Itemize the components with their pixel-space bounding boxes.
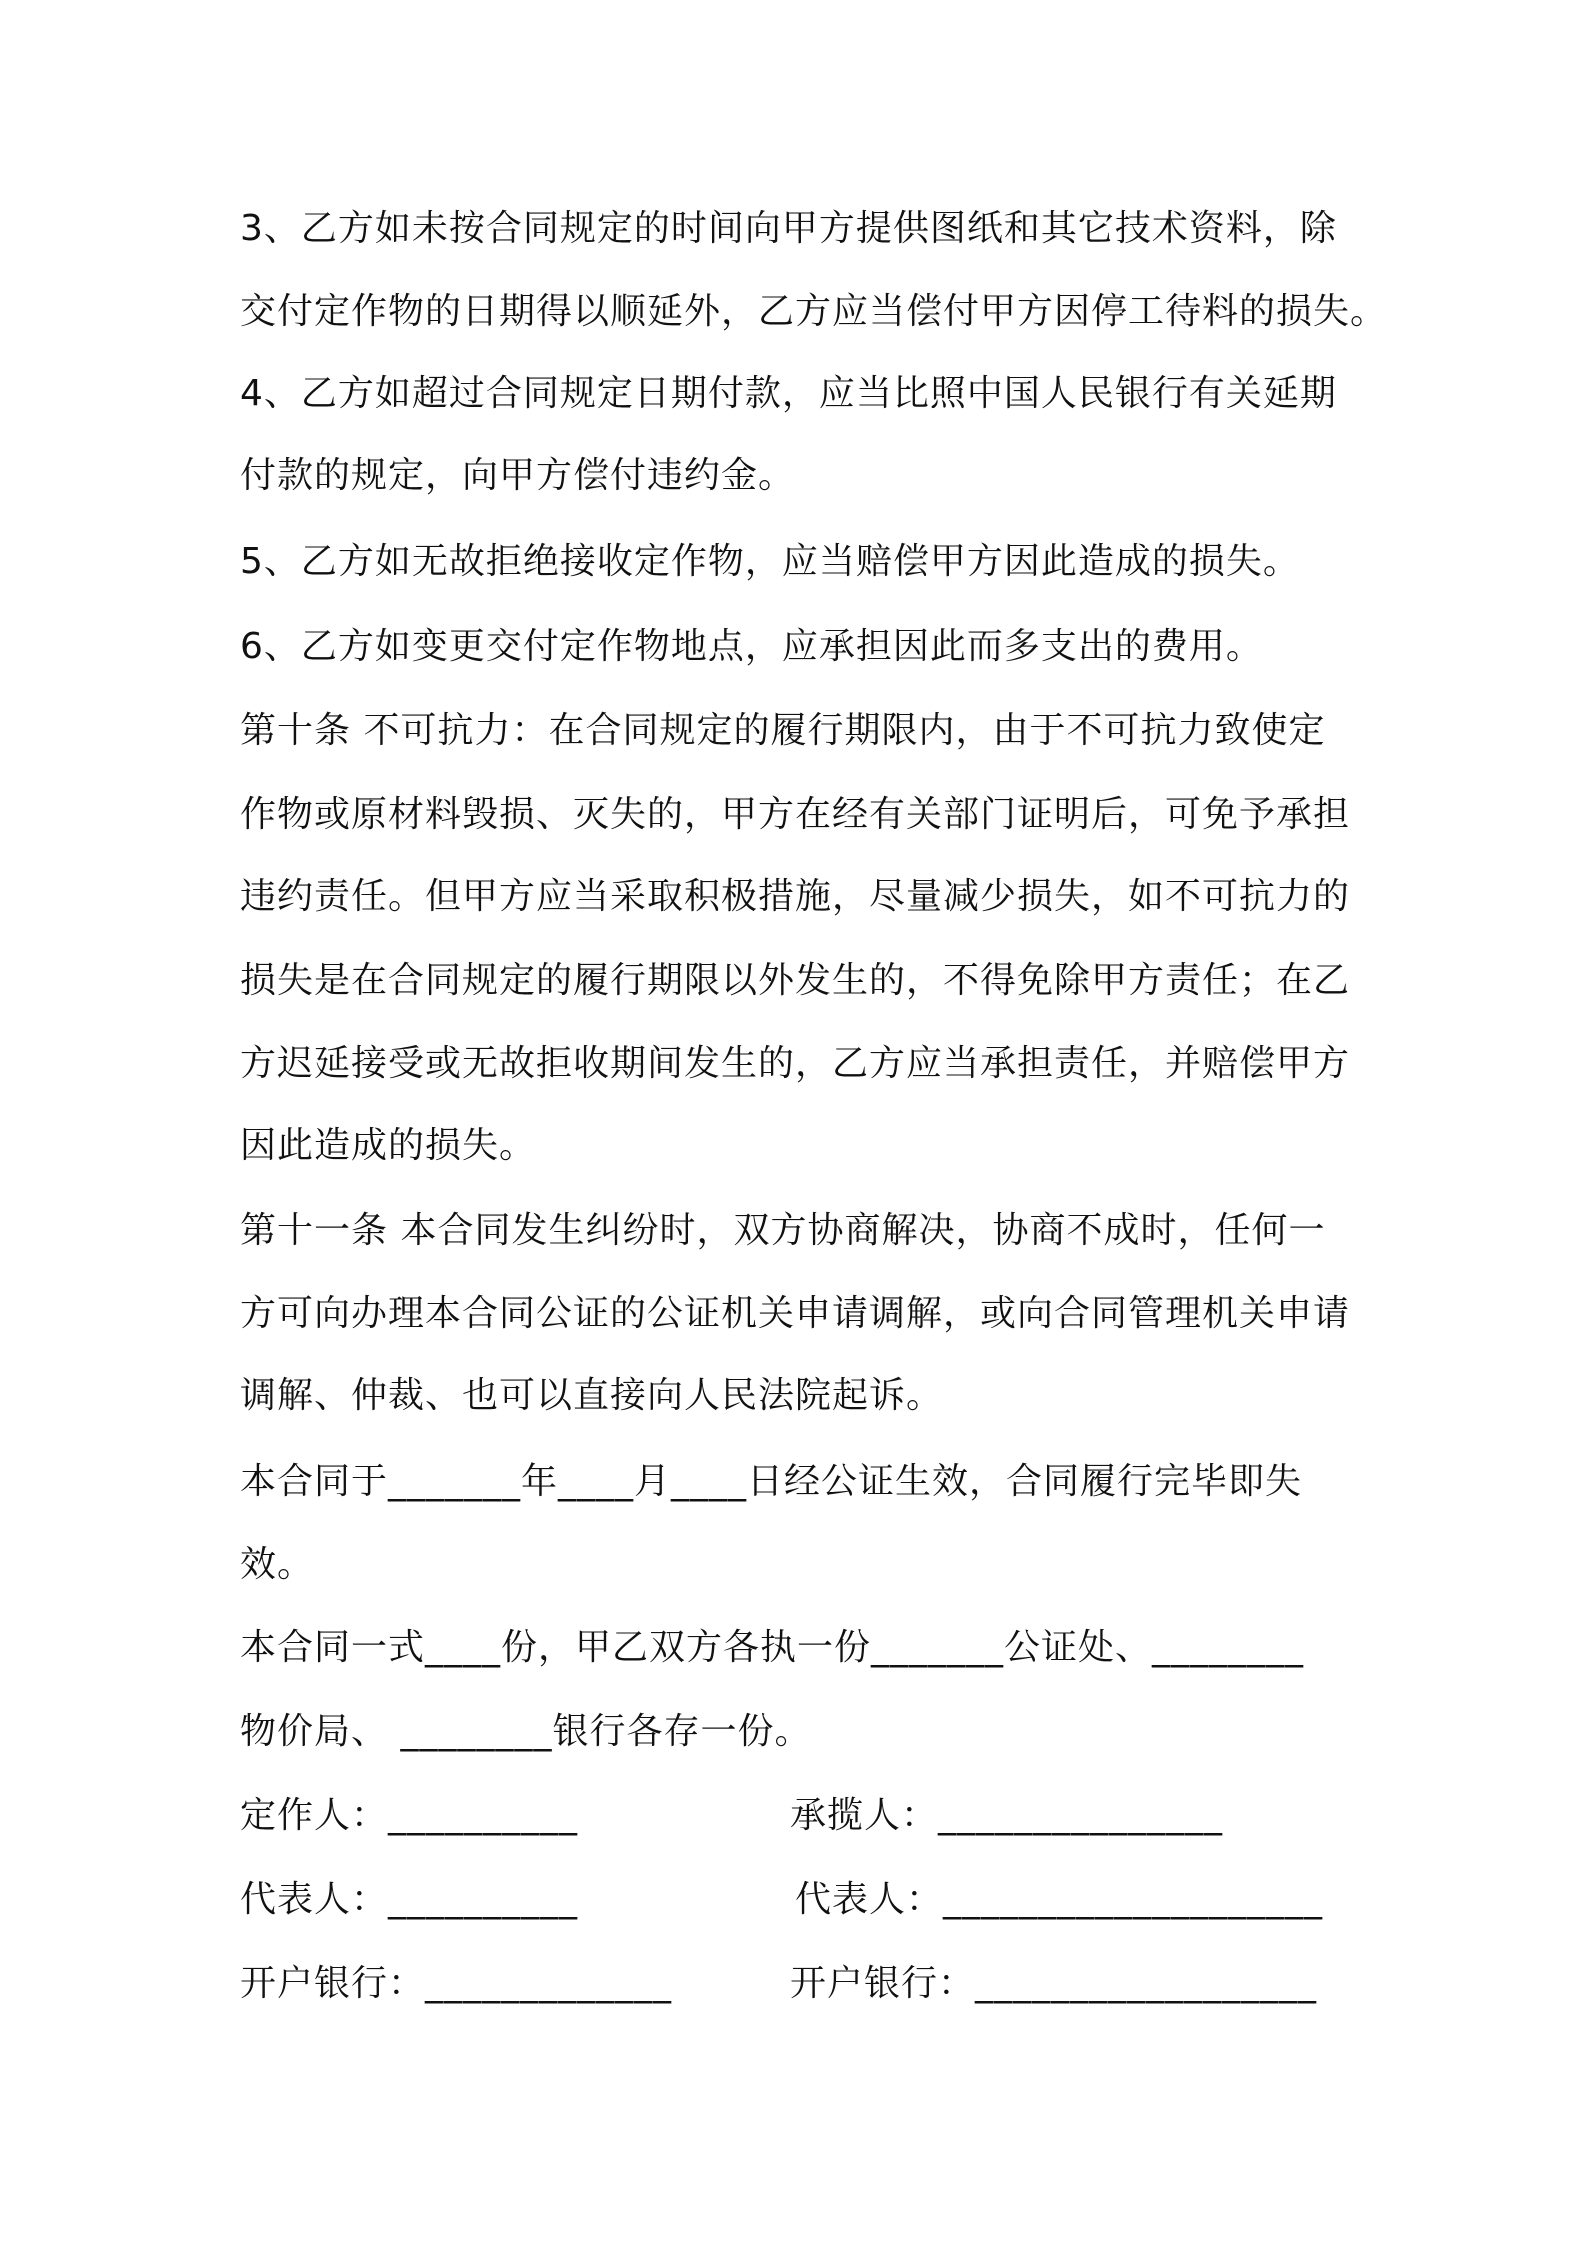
signature-field-representative-right: 代表人：____________________ [795,1879,1324,1920]
signature-field-bank-right: 开户银行：__________________ [790,1963,1318,2004]
body-line: 本合同一式____份，甲乙双方各执一份_______公证处、________ [240,1627,1305,1668]
body-line: 3、乙方如未按合同规定的时间向甲方提供图纸和其它技术资料，除 [240,208,1337,249]
signature-field-undertaker: 承揽人：_______________ [790,1795,1224,1836]
body-line: 调解、仲裁、也可以直接向人民法院起诉。 [240,1375,944,1416]
body-line: 交付定作物的日期得以顺延外，乙方应当偿付甲方因停工待料的损失。 [240,291,1388,332]
body-line: 作物或原材料毁损、灭失的，甲方在经有关部门证明后，可免予承担 [240,794,1351,835]
body-line: 6、乙方如变更交付定作物地点，应承担因此而多支出的费用。 [240,626,1263,667]
body-line: 物价局、 ________银行各存一份。 [240,1711,812,1752]
body-line: 5、乙方如无故拒绝接收定作物，应当赔偿甲方因此造成的损失。 [240,541,1300,582]
signature-field-bank-left: 开户银行：_____________ [240,1963,673,2004]
body-line: 因此造成的损失。 [240,1125,537,1166]
body-line: 违约责任。但甲方应当采取积极措施，尽量减少损失，如不可抗力的 [240,876,1351,917]
body-line: 效。 [240,1544,315,1585]
body-line: 方迟延接受或无故拒收期间发生的，乙方应当承担责任，并赔偿甲方 [240,1043,1351,1084]
body-line: 方可向办理本合同公证的公证机关申请调解，或向合同管理机关申请 [240,1293,1351,1334]
signature-field-contractor: 定作人：__________ [240,1795,579,1836]
body-line: 付款的规定，向甲方偿付违约金。 [240,455,796,496]
body-line: 本合同于_______年____月____日经公证生效，合同履行完毕即失 [240,1461,1303,1502]
body-line: 损失是在合同规定的履行期限以外发生的，不得免除甲方责任；在乙 [240,960,1351,1001]
signature-field-representative-left: 代表人：__________ [240,1879,579,1920]
body-line: 4、乙方如超过合同规定日期付款，应当比照中国人民银行有关延期 [240,373,1337,414]
body-line: 第十条 不可抗力：在合同规定的履行期限内，由于不可抗力致使定 [240,710,1326,751]
body-line: 第十一条 本合同发生纠纷时，双方协商解决，协商不成时，任何一 [240,1210,1326,1251]
